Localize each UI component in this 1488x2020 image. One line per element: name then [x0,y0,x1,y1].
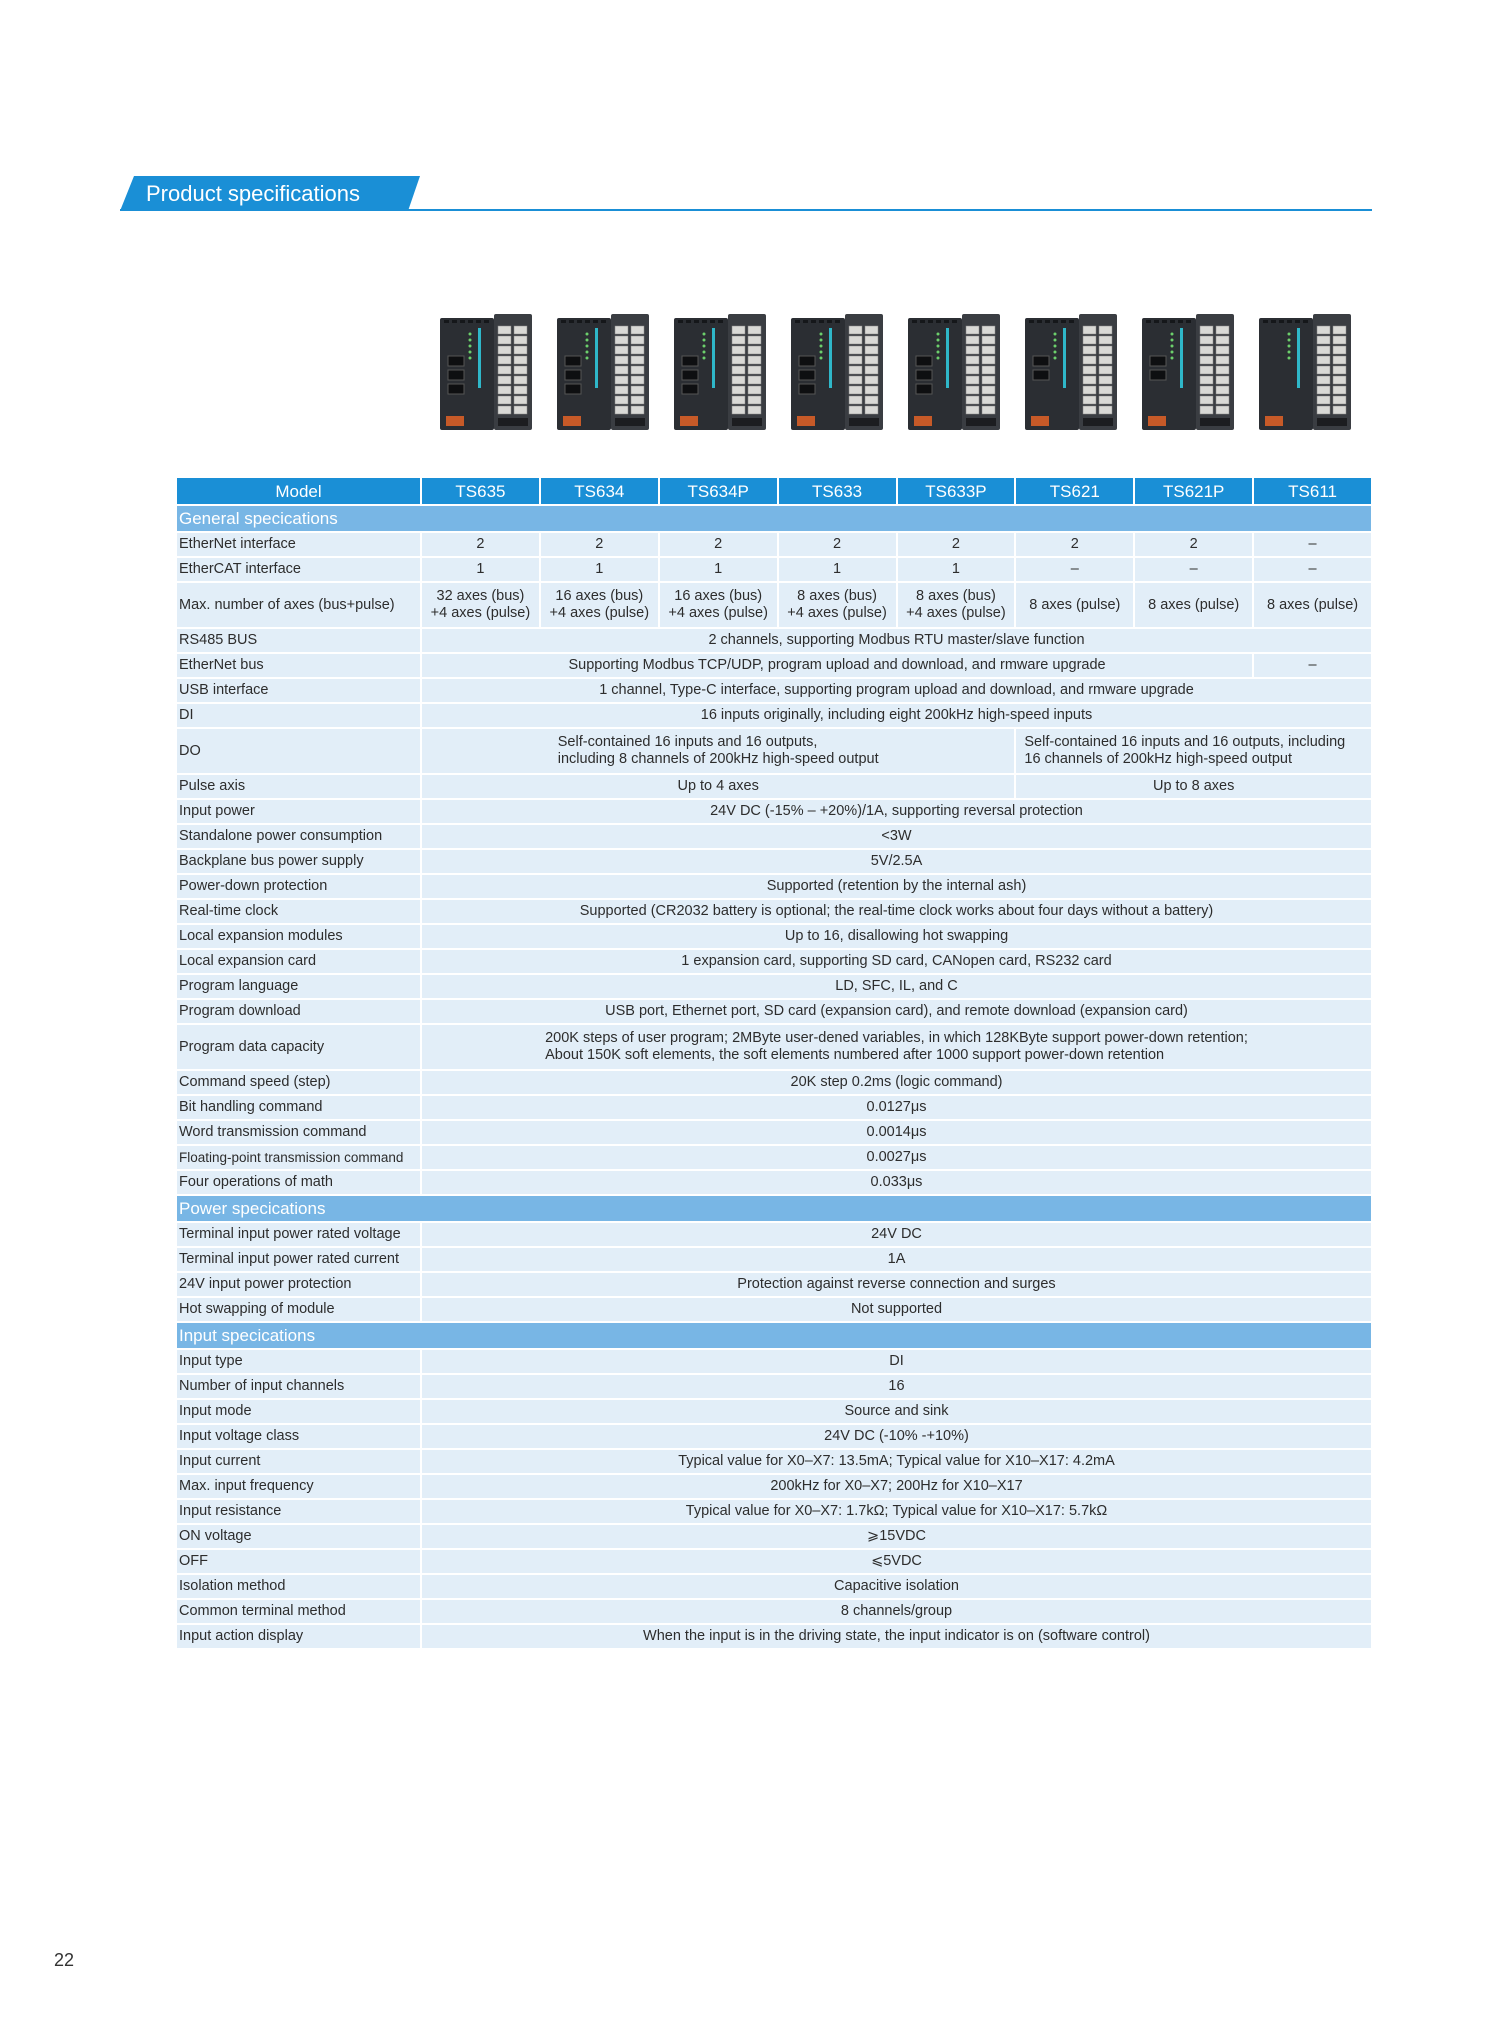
table-cell: 0.0027μs [422,1146,1373,1171]
row-label: Input action display [177,1625,422,1650]
section-header-power [177,1196,1373,1223]
row-label: Input mode [177,1400,422,1425]
table-cell: ⩾15VDC [422,1525,1373,1550]
table-row [177,775,1373,800]
model-header-label: Model [177,478,422,506]
table-cell [422,729,1016,775]
row-label: Max. number of axes (bus+pulse) [177,583,422,629]
model-header-row [177,478,1373,506]
plc-controller-image [1257,312,1353,434]
row-label: USB interface [177,679,422,704]
row-label: Terminal input power rated current [177,1248,422,1273]
row-label: Terminal input power rated voltage [177,1223,422,1248]
table-cell: Supporting Modbus TCP/UDP, program upload and download, and rmware upgrade [422,654,1254,679]
cell-line: 32 axes (bus) [436,588,525,604]
table-cell [422,583,541,629]
table-row [177,1171,1373,1196]
row-label: DI [177,704,422,729]
table-row [177,1550,1373,1575]
table-cell: Up to 16, disallowing hot swapping [422,925,1373,950]
cell-line: +4 axes (pulse) [906,605,1006,621]
table-row [177,1350,1373,1375]
table-cell: 0.033μs [422,1171,1373,1196]
table-cell [541,583,660,629]
table-row [177,1096,1373,1121]
model-header-cell: TS634 [541,478,660,506]
table-cell: Supported (retention by the internal ash) [422,875,1373,900]
table-cell: LD, SFC, IL, and C [422,975,1373,1000]
row-label: EtherCAT interface [177,558,422,583]
row-label: Floating-point transmission command [177,1146,422,1171]
row-label: ON voltage [177,1525,422,1550]
table-cell [660,583,779,629]
table-row [177,1025,1373,1071]
table-cell: – [1135,558,1254,583]
product-image-ts635 [427,310,544,440]
table-row [177,800,1373,825]
row-label: Program data capacity [177,1025,422,1071]
table-cell: 2 [779,533,898,558]
table-cell: Up to 4 axes [422,775,1016,800]
row-label: Local expansion card [177,950,422,975]
table-cell: Source and sink [422,1400,1373,1425]
cell-line: 8 axes (bus) [797,588,877,604]
table-row [177,900,1373,925]
row-label: Input current [177,1450,422,1475]
row-label: Max. input frequency [177,1475,422,1500]
table-cell: 1 [541,558,660,583]
cell-line: 8 axes (pulse) [1029,596,1121,613]
table-cell [779,583,898,629]
page-number: 22 [54,1950,75,1970]
row-label: Bit handling command [177,1096,422,1121]
table-cell: – [1254,533,1373,558]
table-row [177,729,1373,775]
table-cell: 200kHz for X0–X7; 200Hz for X10–X17 [422,1475,1373,1500]
table-cell: ⩽5VDC [422,1550,1373,1575]
section-title: Input specications [177,1323,1373,1350]
table-cell: 24V DC (-10% -+10%) [422,1425,1373,1450]
product-image-ts621 [1012,310,1129,440]
table-cell: 16 [422,1375,1373,1400]
table-cell [1254,583,1373,629]
table-row [177,1575,1373,1600]
cell-line: 16 channels of 200kHz high-speed output [1024,751,1293,767]
table-row [177,1425,1373,1450]
cell-line: 200K steps of user program; 2MByte user-dened variables, in which 128KByte support power-down retention; [545,1030,1248,1046]
table-cell: 1 [660,558,779,583]
cell-line: 16 axes (bus) [674,588,763,604]
table-row [177,1223,1373,1248]
table-cell: USB port, Ethernet port, SD card (expansion card), and remote download (expansion card) [422,1000,1373,1025]
table-cell: 0.0127μs [422,1096,1373,1121]
table-row [177,1071,1373,1096]
table-cell: – [1254,654,1373,679]
table-cell: When the input is in the driving state, the input indicator is on (software control) [422,1625,1373,1650]
model-header-cell: TS611 [1254,478,1373,506]
section-header-general [177,506,1373,533]
table-row [177,1248,1373,1273]
table-cell: 1 expansion card, supporting SD card, CANopen card, RS232 card [422,950,1373,975]
cell-line: +4 axes (pulse) [430,605,531,621]
cell-line: Self-contained 16 inputs and 16 outputs, including [1024,734,1346,750]
table-row [177,1450,1373,1475]
table-cell: 1A [422,1248,1373,1273]
model-header-cell: TS621P [1135,478,1254,506]
table-cell: 2 [1016,533,1135,558]
model-header-cell: TS633 [779,478,898,506]
product-image-ts621p [1129,310,1246,440]
row-label: Four operations of math [177,1171,422,1196]
product-image-ts633p [895,310,1012,440]
table-row [177,1525,1373,1550]
table-cell: 1 [422,558,541,583]
table-row [177,850,1373,875]
table-cell: 24V DC [422,1223,1373,1248]
row-label: Input type [177,1350,422,1375]
table-row [177,1500,1373,1525]
table-row [177,825,1373,850]
table-cell [1016,583,1135,629]
row-label: Hot swapping of module [177,1298,422,1323]
cell-line: +4 axes (pulse) [787,605,887,621]
model-header-cell: TS621 [1016,478,1135,506]
product-image-ts611 [1246,310,1363,440]
row-label: Isolation method [177,1575,422,1600]
table-row [177,558,1373,583]
product-image-ts634p [661,310,778,440]
table-cell: Typical value for X0–X7: 1.7kΩ; Typical value for X10–X17: 5.7kΩ [422,1500,1373,1525]
cell-line: 8 axes (pulse) [1148,596,1240,613]
table-row [177,533,1373,558]
title-rule [120,209,1372,211]
table-row [177,1475,1373,1500]
table-cell: Capacitive isolation [422,1575,1373,1600]
table-cell: Up to 8 axes [1016,775,1373,800]
row-label: Number of input channels [177,1375,422,1400]
section-header-input [177,1323,1373,1350]
row-label: Local expansion modules [177,925,422,950]
plc-controller-image [789,312,885,434]
table-row [177,1625,1373,1650]
table-row [177,950,1373,975]
table-cell: 2 [541,533,660,558]
model-header-cell: TS633P [898,478,1017,506]
table-cell: <3W [422,825,1373,850]
table-cell: – [1016,558,1135,583]
table-cell: 2 [898,533,1017,558]
row-label: Standalone power consumption [177,825,422,850]
table-cell: 1 [779,558,898,583]
row-label: EtherNet interface [177,533,422,558]
table-cell: 2 [422,533,541,558]
table-row [177,704,1373,729]
table-cell: Protection against reverse connection and surges [422,1273,1373,1298]
section-title: Power specications [177,1196,1373,1223]
table-row [177,654,1373,679]
row-label: Input power [177,800,422,825]
table-row [177,1146,1373,1171]
table-cell: 24V DC (-15% – +20%)/1A, supporting reversal protection [422,800,1373,825]
cell-line: 16 axes (bus) [555,588,644,604]
plc-controller-image [438,312,534,434]
cell-line: Self-contained 16 inputs and 16 outputs, [557,734,818,750]
table-row [177,1121,1373,1146]
row-label: Program language [177,975,422,1000]
plc-controller-image [1023,312,1119,434]
table-row [177,583,1373,629]
table-cell: 2 [660,533,779,558]
cell-line: About 150K soft elements, the soft elements numbered after 1000 support power-down retention [545,1047,1165,1063]
table-cell: 2 [1135,533,1254,558]
cell-line: including 8 channels of 200kHz high-speed output [557,751,879,767]
cell-line: +4 axes (pulse) [668,605,768,621]
product-image-ts633 [778,310,895,440]
table-cell: 1 [898,558,1017,583]
table-cell: – [1254,558,1373,583]
plc-controller-image [906,312,1002,434]
table-cell: Typical value for X0–X7: 13.5mA; Typical value for X10–X17: 4.2mA [422,1450,1373,1475]
row-label: Command speed (step) [177,1071,422,1096]
row-label: DO [177,729,422,775]
row-label: Program download [177,1000,422,1025]
row-label: Backplane bus power supply [177,850,422,875]
table-row [177,875,1373,900]
cell-line: 8 axes (pulse) [1267,596,1359,613]
product-image-ts634 [544,310,661,440]
cell-line: +4 axes (pulse) [549,605,650,621]
model-header-cell: TS635 [422,478,541,506]
plc-controller-image [1140,312,1236,434]
table-row [177,629,1373,654]
table-row [177,1000,1373,1025]
table-row [177,975,1373,1000]
row-label: Power-down protection [177,875,422,900]
table-row [177,679,1373,704]
table-row [177,1375,1373,1400]
table-cell: 1 channel, Type-C interface, supporting program upload and download, and rmware upgrade [422,679,1373,704]
row-label: 24V input power protection [177,1273,422,1298]
table-cell [1135,583,1254,629]
row-label: Input resistance [177,1500,422,1525]
row-label: Common terminal method [177,1600,422,1625]
cell-line: 8 axes (bus) [916,588,996,604]
table-cell [422,1025,1373,1071]
model-header-cell: TS634P [660,478,779,506]
table-cell [1016,729,1373,775]
spec-table [177,478,1373,1650]
row-label: Input voltage class [177,1425,422,1450]
table-cell [898,583,1017,629]
table-cell: Not supported [422,1298,1373,1323]
table-cell: 20K step 0.2ms (logic command) [422,1071,1373,1096]
table-cell: 16 inputs originally, including eight 200kHz high-speed inputs [422,704,1373,729]
table-cell: DI [422,1350,1373,1375]
section-title: General specications [177,506,1373,533]
table-cell: 8 channels/group [422,1600,1373,1625]
table-cell: 2 channels, supporting Modbus RTU master/slave function [422,629,1373,654]
table-row [177,1400,1373,1425]
page-title: Product specifications [146,181,360,206]
row-label: OFF [177,1550,422,1575]
row-label: Word transmission command [177,1121,422,1146]
row-label: Real-time clock [177,900,422,925]
table-row [177,1600,1373,1625]
row-label: RS485 BUS [177,629,422,654]
table-cell: Supported (CR2032 battery is optional; the real-time clock works about four days without a battery) [422,900,1373,925]
table-row [177,1298,1373,1323]
row-label: EtherNet bus [177,654,422,679]
table-row [177,925,1373,950]
row-label: Pulse axis [177,775,422,800]
table-cell: 0.0014μs [422,1121,1373,1146]
plc-controller-image [672,312,768,434]
plc-controller-image [555,312,651,434]
product-images [427,310,1363,440]
table-cell: 5V/2.5A [422,850,1373,875]
table-row [177,1273,1373,1298]
